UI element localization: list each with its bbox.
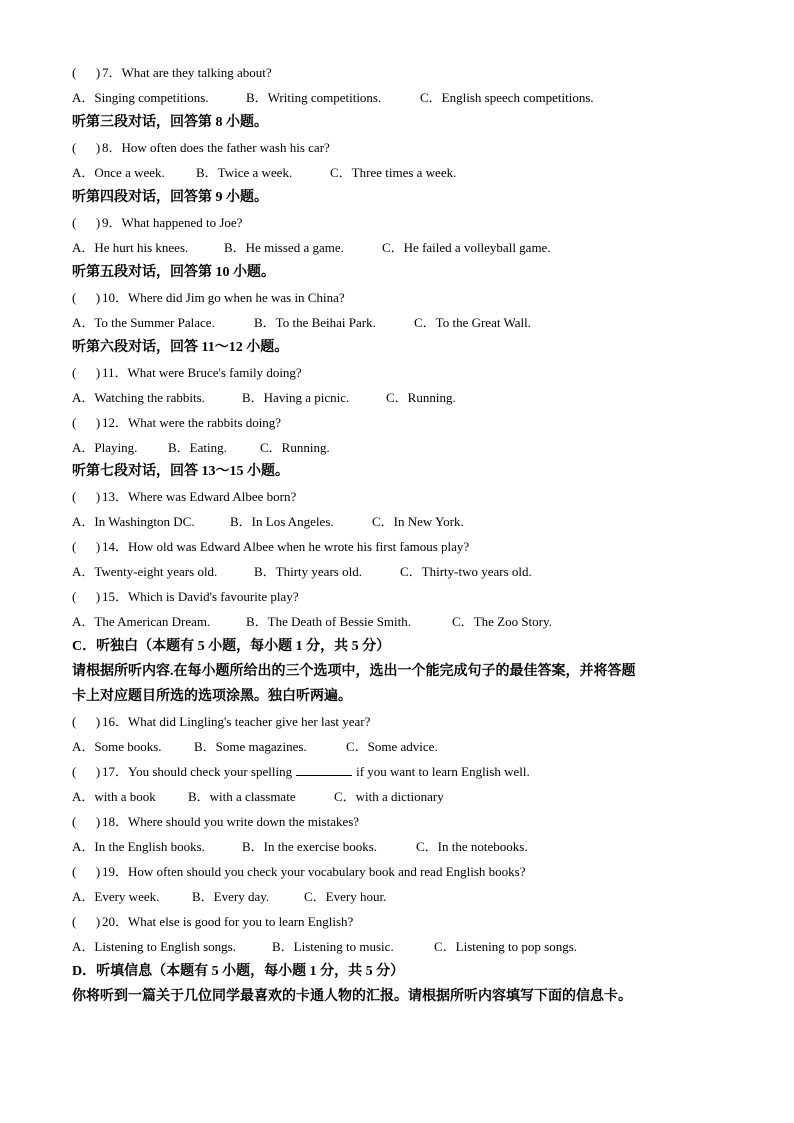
answer-blank[interactable] (296, 763, 352, 776)
section-d-instructions: 你将听到一篇关于几位同学最喜欢的卡通人物的汇报。请根据所听内容填写下面的信息卡。 (72, 989, 632, 1004)
question-15 (72, 588, 299, 606)
question-19 (72, 863, 526, 881)
question-text: What were Bruce's family doing? (127, 365, 302, 380)
option-c[interactable]: C．In New York. (372, 514, 464, 529)
answer-bracket[interactable]: ( ) (72, 589, 101, 604)
option-b[interactable]: B．In Los Angeles. (230, 514, 334, 529)
option-a[interactable]: A．To the Summer Palace. (72, 315, 215, 330)
option-c[interactable]: C．Running. (260, 440, 330, 455)
question-7 (72, 64, 272, 82)
answer-bracket[interactable]: ( ) (72, 489, 101, 504)
answer-bracket[interactable]: ( ) (72, 814, 101, 829)
question-number: 14． (102, 539, 129, 554)
options-18 (72, 838, 528, 856)
question-number: 18． (102, 814, 129, 829)
option-a[interactable]: A．Playing. (72, 440, 138, 455)
option-b[interactable]: B．The Death of Bessie Smith. (246, 614, 412, 629)
question-text: Where should you write down the mistakes? (128, 814, 360, 829)
option-c[interactable]: C．Three times a week. (330, 165, 457, 180)
question-text: How old was Edward Albee when he wrote his first famous play? (128, 539, 470, 554)
question-8 (72, 139, 330, 157)
option-a[interactable]: A．Some books. (72, 739, 162, 754)
option-b[interactable]: B．Every day. (192, 889, 270, 904)
question-number: 7． (102, 65, 122, 80)
options-7 (72, 89, 594, 107)
question-text: Which is David's favourite play? (128, 589, 299, 604)
question-text: Where was Edward Albee born? (128, 489, 297, 504)
answer-bracket[interactable]: ( ) (72, 539, 101, 554)
options-9 (72, 239, 551, 257)
section-heading-3: 听第三段对话，回答第 8 小题。 (72, 115, 268, 130)
question-number: 10． (102, 290, 129, 305)
option-b[interactable]: B．Having a picnic. (242, 390, 350, 405)
option-b[interactable]: B．Some magazines. (194, 739, 307, 754)
option-c[interactable]: C．To the Great Wall. (414, 315, 531, 330)
answer-bracket[interactable]: ( ) (72, 764, 101, 779)
question-text: What were the rabbits doing? (128, 415, 282, 430)
section-heading-4: 听第四段对话，回答第 9 小题。 (72, 190, 268, 205)
option-a[interactable]: A．with a book (72, 789, 156, 804)
question-12 (72, 414, 281, 432)
question-number: 11． (102, 365, 128, 380)
question-text: How often does the father wash his car? (121, 140, 330, 155)
question-number: 16． (102, 714, 129, 729)
option-a[interactable]: A．In Washington DC. (72, 514, 195, 529)
question-11 (72, 364, 302, 382)
question-17 (72, 763, 530, 781)
option-a[interactable]: A．Listening to English songs. (72, 939, 236, 954)
option-a[interactable]: A．The American Dream. (72, 614, 211, 629)
option-a[interactable]: A．Once a week. (72, 165, 165, 180)
section-heading-5: 听第五段对话，回答第 10 小题。 (72, 265, 275, 280)
section-c-title: C．听独白（本题有 5 小题，每小题 1 分，共 5 分） (72, 639, 391, 654)
question-number: 17． (102, 764, 129, 779)
option-b[interactable]: B．To the Beihai Park. (254, 315, 376, 330)
section-heading-7: 听第七段对话，回答 13～15 小题。 (72, 464, 289, 479)
question-number: 12． (102, 415, 129, 430)
question-number: 9． (102, 215, 122, 230)
answer-bracket[interactable]: ( ) (72, 140, 101, 155)
option-c[interactable]: C．English speech competitions. (420, 90, 594, 105)
option-c[interactable]: C．Thirty-two years old. (400, 564, 532, 579)
options-14 (72, 563, 532, 581)
option-a[interactable]: A．Watching the rabbits. (72, 390, 205, 405)
answer-bracket[interactable]: ( ) (72, 415, 101, 430)
answer-bracket[interactable]: ( ) (72, 215, 101, 230)
options-10 (72, 314, 531, 332)
question-text-continued: if you want to learn English well. (356, 764, 530, 779)
options-15 (72, 613, 552, 631)
question-20 (72, 913, 353, 931)
question-9 (72, 214, 242, 232)
question-text: What are they talking about? (121, 65, 272, 80)
question-text: You should check your spelling (128, 764, 293, 779)
answer-bracket[interactable]: ( ) (72, 365, 101, 380)
question-18 (72, 813, 359, 831)
option-b[interactable]: B．In the exercise books. (242, 839, 378, 854)
options-17 (72, 788, 444, 806)
options-19 (72, 888, 386, 906)
question-number: 8． (102, 140, 122, 155)
option-b[interactable]: B．He missed a game. (224, 240, 344, 255)
answer-bracket[interactable]: ( ) (72, 864, 101, 879)
option-c[interactable]: C．He failed a volleyball game. (382, 240, 551, 255)
answer-bracket[interactable]: ( ) (72, 714, 101, 729)
question-16 (72, 713, 370, 731)
section-c-instructions-line1: 请根据所听内容.在每小题所给出的三个选项中，选出一个能完成句子的最佳答案，并将答题 (72, 664, 636, 679)
question-number: 15． (102, 589, 129, 604)
option-c[interactable]: C．Listening to pop songs. (434, 939, 578, 954)
section-d-title: D．听填信息（本题有 5 小题，每小题 1 分，共 5 分） (72, 964, 405, 979)
option-b[interactable]: B．Listening to music. (272, 939, 394, 954)
question-10 (72, 289, 345, 307)
options-12 (72, 439, 330, 457)
question-text: Where did Jim go when he was in China? (128, 290, 345, 305)
question-text: How often should you check your vocabulary book and read English books? (128, 864, 526, 879)
option-a[interactable]: A．He hurt his knees. (72, 240, 189, 255)
question-number: 13． (102, 489, 129, 504)
question-14 (72, 538, 469, 556)
question-text: What else is good for you to learn English? (128, 914, 354, 929)
options-20 (72, 938, 577, 956)
option-a[interactable]: A．In the English books. (72, 839, 205, 854)
options-8 (72, 164, 456, 182)
options-13 (72, 513, 464, 531)
option-c[interactable]: C．The Zoo Story. (452, 614, 552, 629)
answer-bracket[interactable]: ( ) (72, 290, 101, 305)
option-a[interactable]: A．Every week. (72, 889, 160, 904)
option-b[interactable]: B．with a classmate (188, 789, 296, 804)
option-c[interactable]: C．Some advice. (346, 739, 438, 754)
option-c[interactable]: C．In the notebooks. (416, 839, 528, 854)
option-c[interactable]: C．Running. (386, 390, 456, 405)
section-c-instructions-line2: 卡上对应题目所选的选项涂黑。独白听两遍。 (72, 689, 352, 704)
answer-bracket[interactable]: ( ) (72, 914, 101, 929)
option-b[interactable]: B．Writing competitions. (246, 90, 382, 105)
option-a[interactable]: A．Singing competitions. (72, 90, 209, 105)
question-number: 19． (102, 864, 129, 879)
option-b[interactable]: B．Eating. (168, 440, 227, 455)
answer-bracket[interactable]: ( ) (72, 65, 101, 80)
question-text: What happened to Joe? (121, 215, 243, 230)
question-13 (72, 488, 296, 506)
option-b[interactable]: B．Thirty years old. (254, 564, 362, 579)
options-16 (72, 738, 438, 756)
option-b[interactable]: B．Twice a week. (196, 165, 293, 180)
question-text: What did Lingling's teacher give her last year? (128, 714, 371, 729)
option-c[interactable]: C．Every hour. (304, 889, 387, 904)
option-c[interactable]: C．with a dictionary (334, 789, 444, 804)
option-a[interactable]: A．Twenty-eight years old. (72, 564, 218, 579)
options-11 (72, 389, 456, 407)
section-heading-6: 听第六段对话，回答 11～12 小题。 (72, 340, 289, 355)
question-number: 20． (102, 914, 129, 929)
